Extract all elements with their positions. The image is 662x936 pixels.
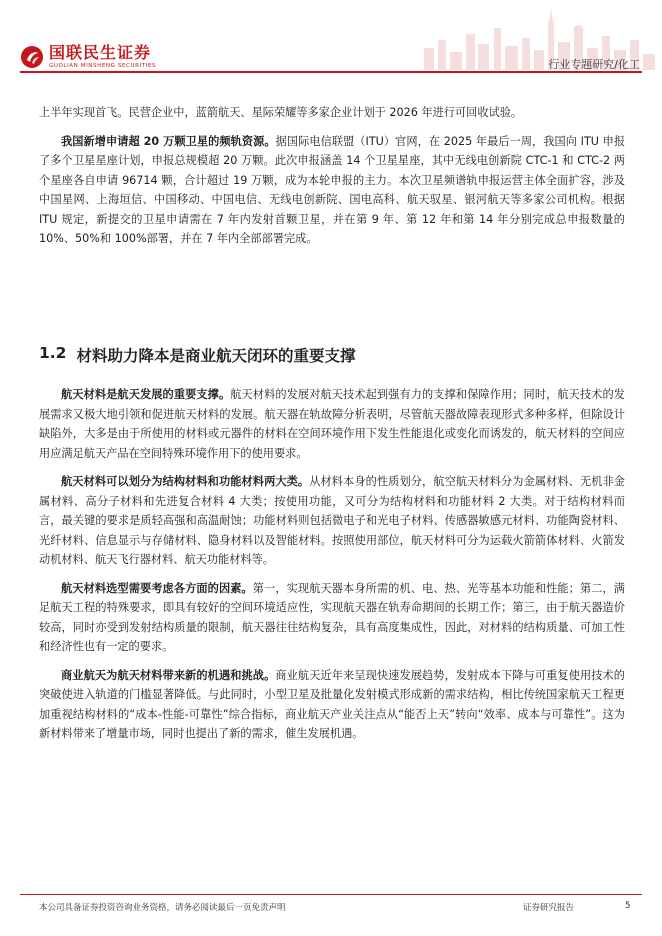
page-number: 5 — [625, 901, 631, 911]
paragraph-lead: 航天材料可以划分为结构材料和功能材料两大类。 — [61, 475, 310, 488]
section-title-text: 材料助力降本是商业航天闭环的重要支撑 — [76, 347, 356, 365]
paragraph-text: 从材料本身的性质划分，航空航天材料分为金属材料、无机非金属材料、高分子材料和先进复合材料 4 大类；按使用功能，又可分为结构材料和功能材料 2 大类。对于结构材料而言，最关键的要求是质轻高强和高温耐蚀；功能材料则包括微电子和光电子材料、传感器敏感元材料、功能陶瓷材料、光纤材料、信息显示与存储材料、隐身材料以及智能材料。按照使用部位，航天材料可分为运载火箭箭体材料、火箭发动机材料、航天飞行器材料、航天功能材料等。 — [39, 475, 625, 566]
section-content — [39, 385, 625, 753]
paragraph-lead: 航天材料是航天发展的重要支撑。 — [61, 388, 231, 401]
logo-emblem-icon — [20, 45, 44, 69]
footer-report-type: 证券研究报告 — [523, 903, 575, 913]
footer-divider — [20, 894, 642, 895]
paragraph-lead: 商业航天为航天材料带来新的机遇和挑战。 — [61, 668, 276, 682]
section-number: 1.2 — [39, 344, 67, 362]
paragraph-lead: 我国新增申请超 20 万颗卫星的频轨资源。 — [61, 134, 276, 148]
paragraph-materials-support — [39, 385, 625, 463]
logo-name-en: GUOLIAN MINSHENG SECURITIES — [49, 63, 157, 69]
paragraph-text: 据国际电信联盟（ITU）官网，在 2025 年最后一周，我国向 ITU 申报了多个卫星星座计划，申报总规模超 20 万颗。此次申报涵盖 14 个卫星星座，其中无线电创新院 CTC-1 和 CTC-2 两个星座各自申请 96714 颗，合计超过 19 万颗，成为本轮申报的主力。本次卫星频谱轨申报运营主体全面扩容，涉及中国星网、上海垣信、中国移动、中国电信、无线电创新院、国电高科、航天驭星、银河航天等多家公司机构。根据 ITU 规定，新提交的卫星申请需在 7 年内发射首颗卫星，并在第 9 年、第 12 年和第 14 年分别完成总申报数量的 10%、50%和 100%部署，并在 7 年内全部部署完成。 — [39, 134, 626, 245]
logo-name-cn: 国联民生证券 — [49, 43, 152, 62]
paragraph-text: 航天材料的发展对航天技术起到强有力的支撑和保障作用；同时，航天技术的发展需求又极大地引领和促进航天材料的发展。航天器在轨故障分析表明，尽管航天器故障表现形式多种多样，但除设计缺陷外，大多是由于所使用的材料或元器件的材料在空间环境作用下发生性能退化或变化而诱发的，航天材料的空间应用应满足航天产品在空间特殊环境作用下的使用要求。 — [39, 388, 625, 460]
paragraph-spectrum-filing — [39, 132, 625, 249]
paragraph-text: 第一，实现航天器本身所需的机、电、热、光等基本功能和性能；第二，满足航天工程的特殊要求，即具有较好的空间环境适应性，实现航天器在轨寿命期间的长期工作；第三，由于航天器造价较高，同时亦受到发射结构质量的限制，航天器往往结构复杂，具有高度集成性，因此，对材料的结构质量、可加工性和经济性也有一定的要求。 — [39, 581, 625, 653]
paragraph-text: 商业航天近年来呈现快速发展趋势，发射成本下降与可重复使用技术的突破使进入轨道的门槛显著降低。与此同时，小型卫星及批量化发射模式形成新的需求结构，相比传统国家航天工程更加重视结构材料的“成本-性能-可靠性”综合指标，商业航天产业关注点从“能否上天”转向“效率、成本与可靠性”。这为新材料带来了增量市场，同时也提出了新的需求，催生发展机遇。 — [39, 668, 625, 740]
report-category: 行业专题研究/化工 — [548, 58, 640, 71]
paragraph-commercial-space — [39, 666, 625, 744]
page-header — [0, 0, 662, 82]
paragraph-materials-selection — [39, 579, 625, 657]
header-divider — [20, 71, 642, 73]
paragraph-lead: 航天材料选型需要考虑各方面的因素。 — [61, 581, 253, 595]
main-content — [39, 103, 625, 258]
paragraph-materials-classification — [39, 472, 625, 570]
section-heading — [39, 344, 355, 366]
footer-disclaimer: 本公司具备证券投资咨询业务资格，请务必阅读最后一页免责声明 — [39, 903, 286, 913]
company-logo — [20, 44, 156, 70]
paragraph-continued: 上半年实现首飞。民营企业中，蓝箭航天、星际荣耀等多家企业计划于 2026 年进行可回收试验。 — [39, 106, 523, 119]
